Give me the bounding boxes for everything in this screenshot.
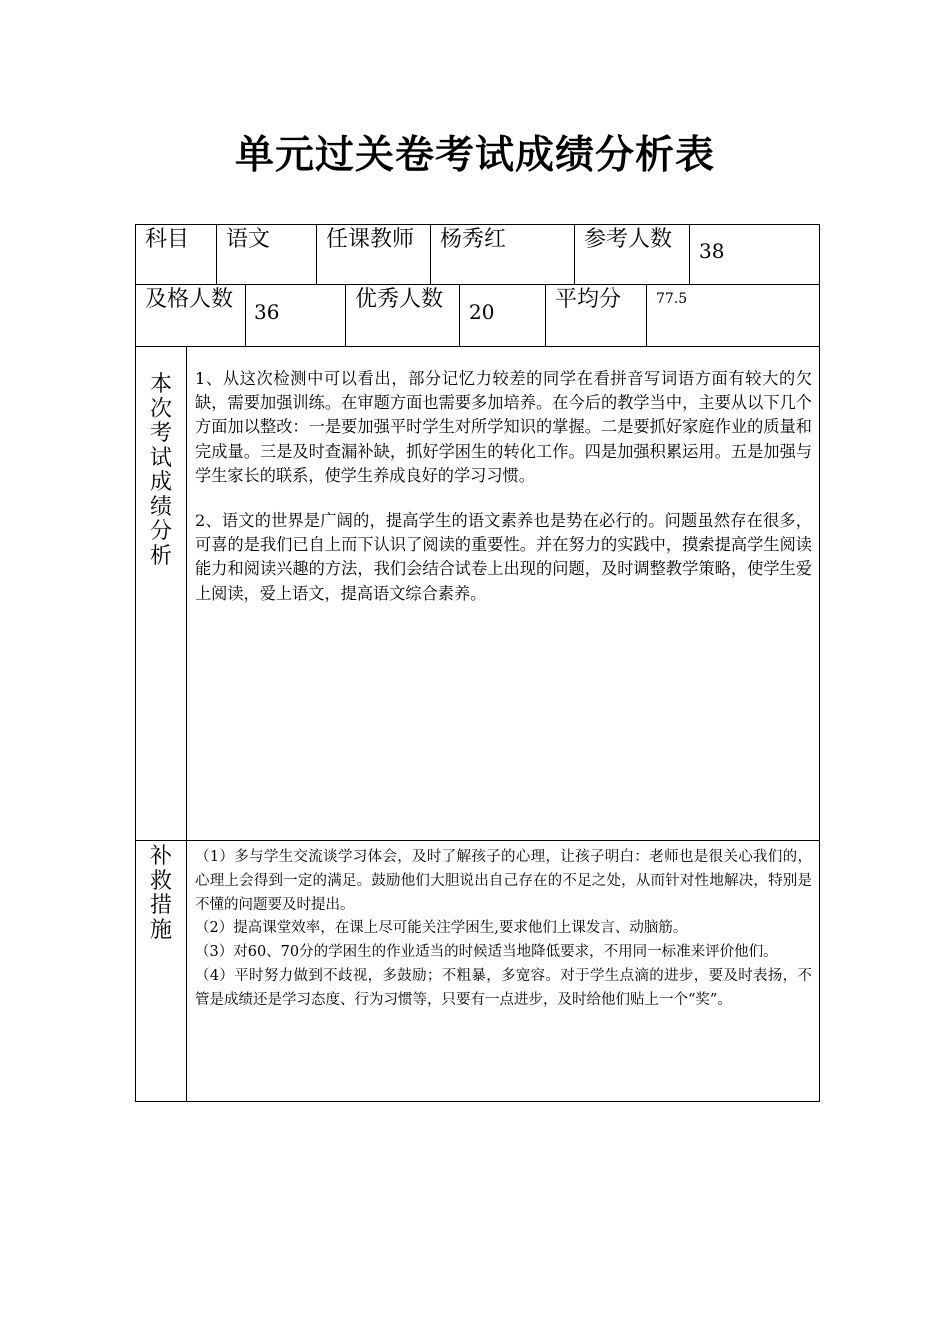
remedy-item-3: （3）对60、70分的学困生的作业适当的时候适当地降低要求，不用同一标准来评价他们。: [195, 944, 778, 961]
excellent-label: 优秀人数: [355, 287, 444, 312]
remedy-item-4: （4）平时努力做到不歧视，多鼓励；不粗暴，多宽容。对于学生点滴的进步，要及时表扬，不管是成绩还是学习态度、行为习惯等，只要有一点进步，及时给他们贴上一个“奖”。: [195, 967, 812, 1008]
subject-label: 科目: [145, 227, 190, 252]
pass-label: 及格人数: [145, 287, 234, 312]
remedy-text: [195, 846, 812, 1013]
teacher-label: 任课教师: [326, 227, 415, 252]
subject-value: 语文: [226, 227, 271, 252]
excellent-value: 20: [469, 300, 495, 324]
page-title: 单元过关卷考试成绩分析表: [234, 133, 715, 178]
analysis-label: 本 次 考 试 成 绩 分 析: [149, 372, 172, 569]
analysis-paragraph-2: 2、语文的世界是广阔的，提高学生的语文素养也是势在必行的。问题虽然存在很多，可喜的是我们已自上而下认识了阅读的重要性。并在努力的实践中，摸索提高学生阅读能力和阅读兴趣的方法，我们会结合试卷上出现的问题，及时调整教学策略，使学生爱上阅读，爱上语文，提高语文综合素养。: [195, 511, 812, 603]
pass-value: 36: [254, 300, 280, 324]
participants-label: 参考人数: [584, 227, 673, 252]
analysis-paragraph-1: 1、从这次检测中可以看出，部分记忆力较差的同学在看拼音写词语方面有较大的欠缺，需要加强训练。在审题方面也需要多加培养。在今后的教学当中，主要从以下几个方面加以整改：一是要加强平时学生对所学知识的掌握。二是要抓好家庭作业的质量和完成量。三是及时查漏补缺，抓好学困生的转化工作。四是加强积累运用。五是加强与学生家长的联系，使学生养成良好的学习习惯。: [195, 369, 812, 485]
remedy-item-2: （2）提高课堂效率，在课上尽可能关注学困生,要求他们上课发言、动脑筋。: [195, 920, 688, 937]
average-label: 平均分: [555, 287, 622, 312]
teacher-value: 杨秀红: [440, 227, 507, 252]
remedy-label: 补 救 措 施: [149, 844, 172, 943]
analysis-text: [195, 367, 812, 606]
participants-value: 38: [699, 239, 725, 263]
remedy-item-1: （1）多与学生交流谈学习体会，及时了解孩子的心理，让孩子明白：老师也是很关心我们的，心理上会得到一定的满足。鼓励他们大胆说出自己存在的不足之处，从而针对性地解决，特别是不懂的问题要及时提出。: [195, 849, 812, 913]
average-value: 77.5: [656, 291, 688, 307]
